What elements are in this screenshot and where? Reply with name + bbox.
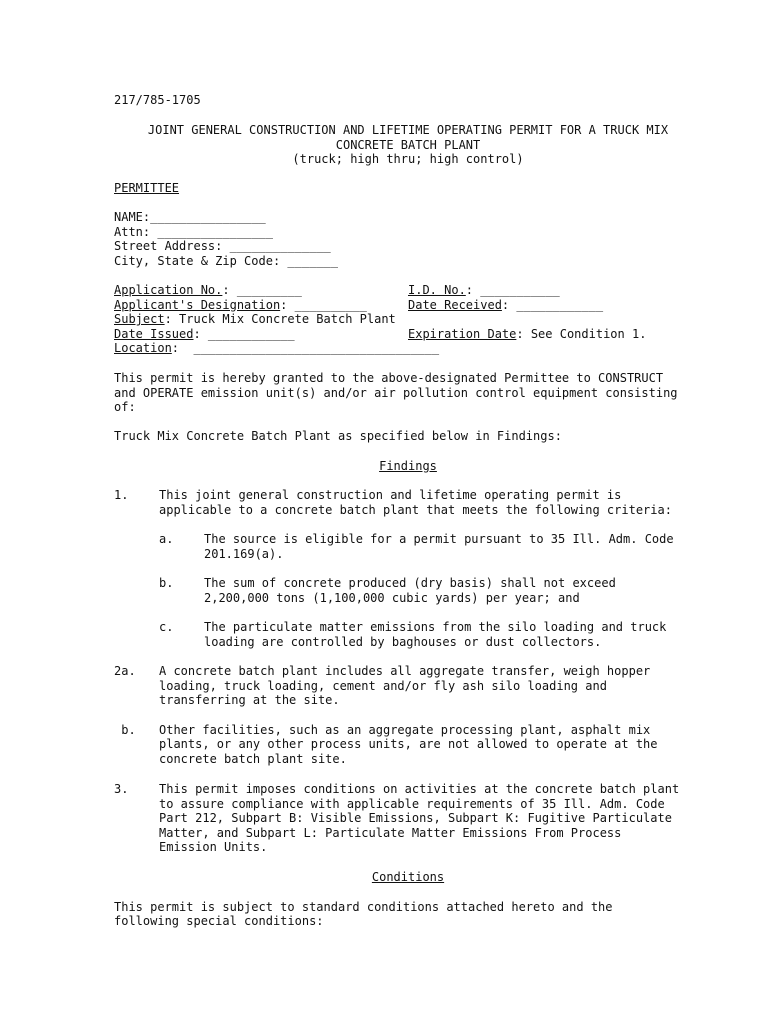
findings-heading — [114, 459, 702, 474]
location-label: Location — [114, 341, 172, 355]
expiration-value: : See Condition 1. — [516, 326, 647, 341]
name-field: NAME:________________ — [114, 210, 266, 224]
subject-value: : Truck Mix Concrete Batch Plant — [164, 312, 396, 326]
permittee-heading: PERMITTEE — [114, 181, 180, 195]
conditions-line-2: following special conditions: — [114, 914, 324, 928]
finding-1a-text: The source is eligible for a permit pursuant to 35 Ill. Adm. Code 201.169(a). — [204, 532, 674, 561]
finding-3-number: 3. — [114, 782, 129, 796]
designation-label: Applicant's Designation — [114, 297, 281, 312]
city-state-zip-field: City, State & Zip Code: _______ — [114, 253, 338, 268]
application-no-field — [114, 283, 302, 298]
finding-1c-text: The particulate matter emissions from the silo loading and truck loading are controlled by baghouses or dust collectors. — [204, 620, 667, 649]
finding-1b-number: b. — [159, 576, 174, 590]
finding-2b-number: b. — [114, 722, 136, 737]
intro-line-2: and OPERATE emission unit(s) and/or air pollution control equipment consisting — [114, 385, 678, 400]
finding-2a-number: 2a. — [114, 664, 136, 678]
intro-line-1: This permit is hereby granted to the above-designated Permittee to CONSTRUCT — [114, 371, 664, 385]
intro-line-3: of: — [114, 400, 136, 414]
designation-field — [114, 298, 367, 313]
title-line-1: JOINT GENERAL CONSTRUCTION AND LIFETIME OPERATING PERMIT FOR A TRUCK MIX — [147, 123, 669, 137]
title-line-3: (truck; high thru; high control) — [292, 152, 524, 166]
date-issued-field — [114, 327, 295, 342]
finding-2b-text: Other facilities, such as an aggregate processing plant, asphalt mix plants, or any other process units, are not allowed to operate at the concrete batch plant site. — [159, 722, 658, 766]
date-received-value: : ____________ — [501, 297, 604, 312]
finding-1b-text: The sum of concrete produced (dry basis) shall not exceed 2,200,000 tons (1,100,000 cubic yards) per year; and — [204, 576, 616, 605]
location-value: : __________________________________ — [171, 341, 440, 355]
finding-2a-text: A concrete batch plant includes all aggregate transfer, weigh hopper loading, truck loading, cement and/or fly ash silo loading and transferring at the site. — [159, 664, 651, 707]
date-received-field — [408, 298, 603, 313]
finding-1-text: This joint general construction and lifetime operating permit is applicable to a concrete batch plant that meets the following criteria: — [159, 488, 672, 517]
subject-label: Subject — [114, 312, 165, 326]
id-no-label: I.D. No. — [408, 283, 466, 297]
designation-value: : __________ — [280, 297, 367, 312]
findings-heading-text: Findings — [379, 459, 437, 473]
id-no-field — [408, 283, 560, 298]
location-field — [114, 341, 439, 356]
date-issued-value: : ____________ — [193, 326, 295, 341]
intro-line-4: Truck Mix Concrete Batch Plant as specified below in Findings: — [114, 429, 562, 443]
conditions-heading-text: Conditions — [371, 869, 445, 884]
conditions-heading — [114, 870, 702, 885]
phone-number: 217/785-1705 — [114, 93, 201, 107]
application-no-value: : _________ — [222, 283, 302, 297]
finding-1c-number: c. — [159, 620, 174, 634]
finding-1-number: 1. — [114, 488, 129, 502]
date-received-label: Date Received — [408, 297, 502, 312]
finding-1a-number: a. — [159, 532, 174, 546]
finding-3-text: This permit imposes conditions on activities at the concrete batch plant to assure compliance with applicable requirements of 35 Ill. Adm. Code Part 212, Subpart B: Visible Emissions, Subpart K: Fugitive Particulate Matter, and Subpart L: Particulate Matter Emissions From Process Emission Units. — [159, 782, 680, 854]
id-no-value: : ___________ — [465, 283, 560, 297]
expiration-label: Expiration Date — [408, 326, 517, 341]
title-line-2: CONCRETE BATCH PLANT — [335, 137, 481, 152]
conditions-line-1: This permit is subject to standard conditions attached hereto and the — [114, 899, 613, 914]
subject-field — [114, 312, 396, 327]
expiration-date-field — [408, 327, 646, 342]
date-issued-label: Date Issued — [114, 326, 194, 341]
street-address-field: Street Address: ______________ — [114, 239, 331, 253]
attn-field: Attn: ________________ — [114, 224, 273, 239]
application-no-label: Application No. — [114, 283, 223, 297]
